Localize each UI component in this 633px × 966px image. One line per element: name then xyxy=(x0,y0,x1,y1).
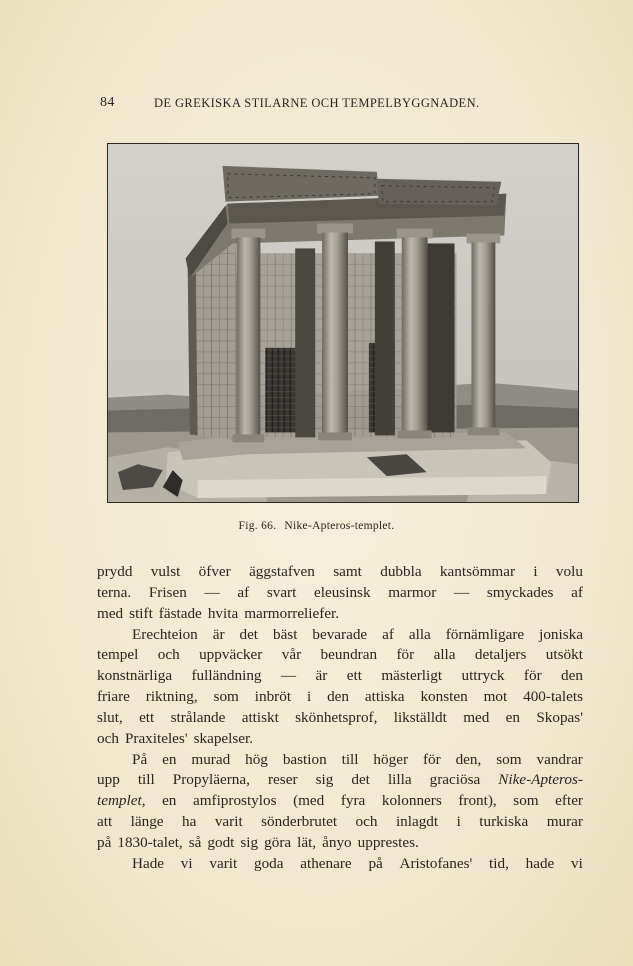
text-word: skönhetsprof, xyxy=(295,708,378,726)
text-word: uppväcker xyxy=(199,646,263,664)
text-word: hade xyxy=(525,854,555,872)
text-word: godt xyxy=(207,833,235,851)
text-line xyxy=(97,854,583,875)
text-word: som xyxy=(213,688,239,706)
text-word: utsökt xyxy=(545,646,583,664)
text-word: sig xyxy=(315,771,334,789)
text-line xyxy=(97,833,583,854)
text-word: murad xyxy=(191,750,231,768)
text-word: — xyxy=(280,667,297,685)
text-line xyxy=(97,666,583,687)
text-word: Erechteion xyxy=(132,625,198,643)
text-word: vår xyxy=(281,646,302,664)
text-word: — xyxy=(204,583,220,601)
text-word: på xyxy=(368,854,383,872)
text-word: med xyxy=(97,604,124,622)
running-head xyxy=(100,95,532,115)
temple-photograph xyxy=(107,143,579,503)
text-word: bastion xyxy=(282,750,327,768)
text-word: och xyxy=(97,729,119,747)
text-word: dubbla xyxy=(380,563,422,580)
text-word: sig xyxy=(240,833,259,851)
text-word: — xyxy=(453,583,470,601)
text-word: inbröt xyxy=(254,688,292,706)
text-word: i xyxy=(456,813,461,831)
text-word: athenare xyxy=(300,854,352,872)
text-word: Propyläerna, xyxy=(172,771,250,789)
text-word: ha xyxy=(182,813,197,831)
text-word: öfver xyxy=(198,563,231,580)
text-word: goda xyxy=(253,854,284,872)
text-word: upprestes. xyxy=(357,833,419,851)
text-word: ånyo xyxy=(322,833,352,851)
text-word: kantsömmar xyxy=(439,563,515,580)
text-word: af xyxy=(571,583,583,601)
text-word: fyra xyxy=(340,792,366,810)
text-word: Skopas' xyxy=(536,708,583,726)
text-word: svart xyxy=(266,583,297,601)
text-word: den xyxy=(327,688,349,706)
text-word: marmorreliefer. xyxy=(244,604,340,622)
text-word: skapelser. xyxy=(193,729,254,747)
text-word: beundran xyxy=(320,646,378,664)
text-word: efter xyxy=(555,792,583,810)
running-title: DE GREKISKA STILARNE OCH TEMPELBYGGNADEN. xyxy=(154,96,480,110)
text-word: bäst xyxy=(272,625,298,643)
text-word: stift xyxy=(129,604,153,622)
text-word: en xyxy=(505,708,520,726)
text-word: att xyxy=(97,813,113,831)
text-word: det xyxy=(239,625,259,643)
text-word: riktning, xyxy=(145,688,198,706)
figure-label: Fig. 66. xyxy=(238,520,277,532)
text-word: hög xyxy=(245,750,268,768)
text-line xyxy=(97,583,583,604)
text-word: smyckades xyxy=(486,583,554,601)
text-word: i xyxy=(533,563,538,580)
text-word: förnämligare xyxy=(445,625,525,643)
text-word: hvita xyxy=(207,604,239,622)
figure-caption xyxy=(0,520,633,532)
text-word: front), xyxy=(458,792,497,810)
text-word: (med xyxy=(293,792,325,810)
text-line xyxy=(97,770,583,791)
text-word: och xyxy=(157,646,180,664)
text-word: detaljers xyxy=(474,646,527,664)
text-word: är xyxy=(315,667,328,685)
text-line xyxy=(97,562,583,583)
text-word: äggstafven xyxy=(249,563,315,580)
text-word: länge xyxy=(130,813,164,831)
text-word: Nike-Apteros- xyxy=(498,771,583,789)
text-word: vi xyxy=(571,854,583,872)
text-word: fulländning xyxy=(191,667,262,685)
text-word: det xyxy=(351,771,370,789)
text-word: tempel xyxy=(97,646,139,664)
text-word: strålande xyxy=(170,708,226,726)
text-word: vi xyxy=(180,854,193,872)
text-word: till xyxy=(341,750,359,768)
text-word: sönderbrutet xyxy=(261,813,338,831)
text-word: mästerligt xyxy=(381,667,443,685)
text-word: volu xyxy=(555,563,583,580)
text-word: som xyxy=(513,792,539,810)
page-number: 84 xyxy=(100,95,115,110)
figure-caption-text: Nike-Apteros-templet. xyxy=(284,520,395,532)
text-word: en xyxy=(162,792,177,810)
text-word: för xyxy=(422,750,441,768)
text-word: På xyxy=(132,750,148,768)
text-word: terna. xyxy=(97,583,132,601)
text-word: turkiska xyxy=(479,813,529,831)
text-word: uttryck xyxy=(461,667,505,685)
text-word: fästade xyxy=(158,604,202,622)
text-word: likställdt xyxy=(393,708,447,726)
text-word: attiska xyxy=(364,688,405,706)
text-word: bevarade xyxy=(312,625,368,643)
text-word: templet, xyxy=(97,792,146,810)
text-word: konstnärliga xyxy=(97,667,173,685)
text-word: på xyxy=(97,833,112,851)
text-word: slut, xyxy=(97,708,123,726)
text-word: göra xyxy=(264,833,292,851)
text-word: ett xyxy=(139,708,155,726)
text-line xyxy=(97,750,583,771)
text-word: varit xyxy=(209,854,238,872)
text-word: marmor xyxy=(388,583,437,601)
text-word: prydd xyxy=(97,563,133,580)
text-word: amfiprostylos xyxy=(192,792,277,810)
text-word: så xyxy=(188,833,202,851)
text-word: varit xyxy=(214,813,243,831)
text-word: är xyxy=(212,625,225,643)
text-line xyxy=(97,604,583,625)
text-line xyxy=(97,687,583,708)
text-word: 1830-talet, xyxy=(117,833,183,851)
text-line xyxy=(97,791,583,812)
text-word: till xyxy=(137,771,155,789)
text-word: friare xyxy=(97,688,130,706)
text-word: joniska xyxy=(539,625,583,643)
text-word: med xyxy=(463,708,490,726)
text-word: eleusinsk xyxy=(314,583,371,601)
text-word: för xyxy=(523,667,542,685)
text-word: som xyxy=(496,750,522,768)
text-word: reser xyxy=(268,771,298,789)
body-text xyxy=(97,562,583,875)
text-line xyxy=(97,729,583,750)
text-word: lät, xyxy=(297,833,317,851)
text-line xyxy=(97,812,583,833)
text-line xyxy=(97,625,583,646)
text-word: mot xyxy=(483,688,508,706)
text-word: alla xyxy=(408,625,431,643)
text-word: ett xyxy=(346,667,362,685)
text-word: Hade xyxy=(132,854,165,872)
text-line xyxy=(97,708,583,729)
text-word: vandrar xyxy=(536,750,583,768)
temple-illustration xyxy=(108,144,578,502)
text-word: Aristofanes' xyxy=(399,854,473,872)
text-word: graciösa xyxy=(429,771,481,789)
text-word: en xyxy=(162,750,177,768)
text-word: den, xyxy=(455,750,482,768)
text-word: i xyxy=(306,688,312,706)
text-word: Praxiteles' xyxy=(124,729,188,747)
text-word: inlagdt xyxy=(395,813,439,831)
text-word: Frisen xyxy=(148,583,187,601)
text-word: för xyxy=(396,646,415,664)
text-word: kolonners xyxy=(381,792,442,810)
text-word: konsten xyxy=(420,688,468,706)
text-word: 400-talets xyxy=(523,688,583,706)
text-word: vulst xyxy=(150,563,181,580)
text-word: murar xyxy=(546,813,583,831)
text-word: lilla xyxy=(387,771,412,789)
text-line xyxy=(97,645,583,666)
text-word: af xyxy=(382,625,394,643)
text-word: alla xyxy=(433,646,456,664)
text-word: samt xyxy=(333,563,362,580)
text-word: upp xyxy=(97,771,120,789)
text-word: den xyxy=(561,667,583,685)
text-word: och xyxy=(355,813,378,831)
text-word: af xyxy=(237,583,250,601)
text-word: attiskt xyxy=(241,708,279,726)
text-word: höger xyxy=(373,750,409,768)
text-word: tid, xyxy=(489,854,509,872)
